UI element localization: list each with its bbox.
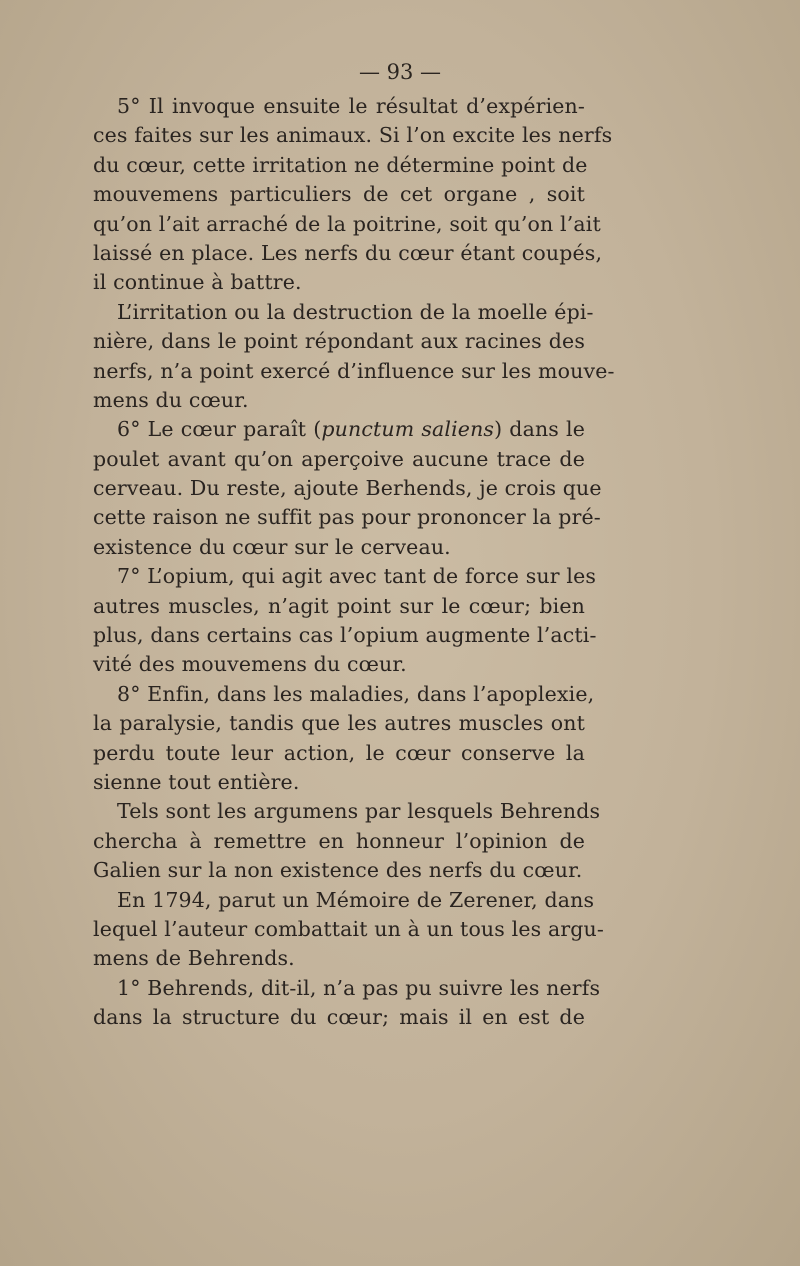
body-text	[93, 92, 615, 1033]
text-line: lequel l’auteur combattait un à un tous les argu-	[93, 916, 604, 941]
text-line: existence du cœur sur le cerveau.	[93, 534, 451, 559]
text-line: vité des mouvemens du cœur.	[93, 652, 407, 677]
text-line: L’irritation ou la destruction de la moelle épi-	[117, 299, 594, 324]
text-line: 5° Il invoque ensuite le résultat d’expérien-	[117, 94, 585, 118]
text-line: mens du cœur.	[93, 387, 249, 412]
text-line: sienne tout entière.	[93, 769, 300, 794]
text-line: mouvemens particuliers de cet organe , soit	[93, 182, 585, 207]
text-line: Galien sur la non existence des nerfs du cœur.	[93, 858, 583, 883]
text-line: du cœur, cette irritation ne détermine point de	[93, 152, 588, 177]
italic-phrase: punctum saliens	[321, 417, 495, 442]
text-line: 8° Enfin, dans les maladies, dans l’apoplexie,	[117, 681, 595, 706]
text-line: 7° L’opium, qui agit avec tant de force sur les	[117, 564, 597, 589]
text-line: mens de Behrends.	[93, 946, 295, 971]
text-line: qu’on l’ait arraché de la poitrine, soit qu’on l’ait	[93, 211, 601, 236]
text-line: chercha à remettre en honneur l’opinion de	[93, 828, 585, 853]
text-line: Tels sont les argumens par lesquels Behrends	[117, 799, 601, 824]
text-line: cette raison ne suffit pas pour prononcer la pré-	[93, 505, 601, 530]
text-line: dans la structure du cœur; mais il en est de	[93, 1005, 585, 1030]
page-number: — 93 —	[358, 60, 442, 84]
text-line: poulet avant qu’on aperçoive aucune trace de	[93, 446, 585, 471]
text-segment: 6° Le cœur paraît (	[117, 417, 322, 442]
text-line: En 1794, parut un Mémoire de Zerener, dans	[117, 887, 595, 912]
text-segment: ) dans le	[494, 417, 585, 442]
text-line: 1° Behrends, dit-il, n’a pas pu suivre les nerfs	[117, 975, 601, 1000]
text-line	[93, 415, 585, 444]
text-line: il continue à battre.	[93, 270, 302, 295]
text-line: laissé en place. Les nerfs du cœur étant coupés,	[93, 240, 603, 265]
text-line: nière, dans le point répondant aux racines des	[93, 329, 585, 354]
text-line: cerveau. Du reste, ajoute Berhends, je crois que	[93, 476, 602, 501]
text-line: la paralysie, tandis que les autres muscles ont	[93, 711, 585, 736]
text-line: plus, dans certains cas l’opium augmente l’acti-	[93, 623, 597, 648]
text-line: autres muscles, n’agit point sur le cœur; bien	[93, 593, 585, 618]
text-line: perdu toute leur action, le cœur conserve la	[93, 740, 585, 765]
text-line: nerfs, n’a point exercé d’influence sur les mouve-	[93, 358, 615, 383]
text-line: ces faites sur les animaux. Si l’on excite les nerfs	[93, 123, 613, 148]
